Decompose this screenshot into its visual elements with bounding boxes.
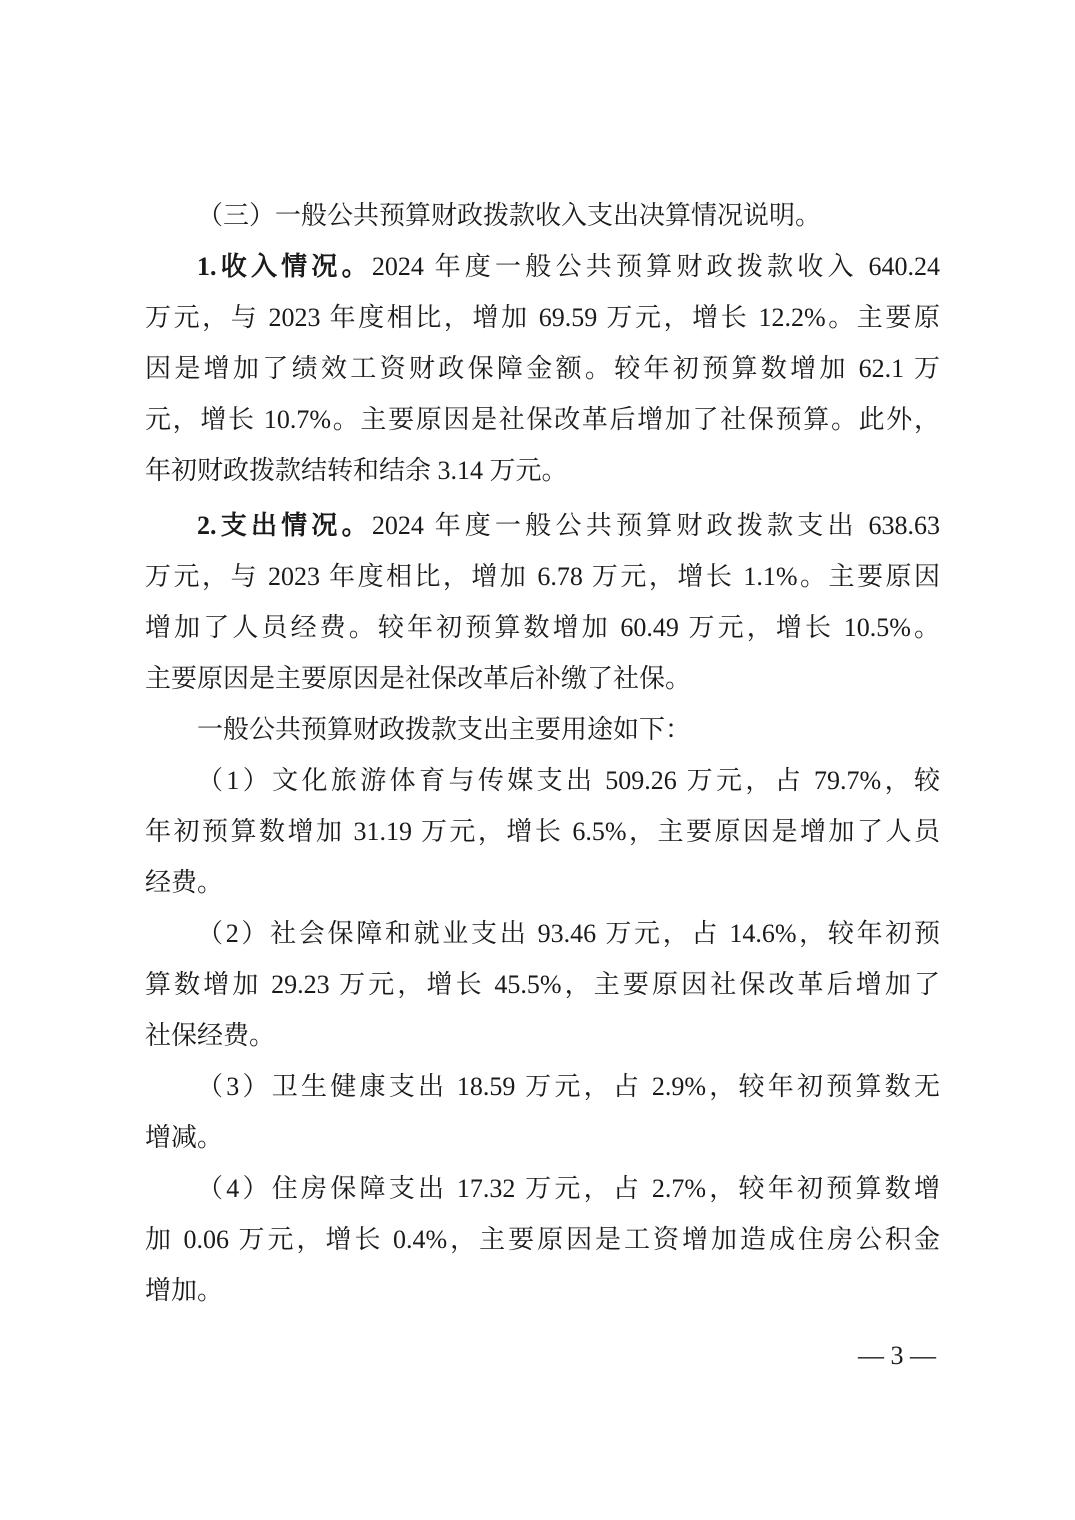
- income-line: 元，增长 10.7%。主要原因是社保改革后增加了社保预算。此外，: [145, 405, 940, 434]
- item-line: 增加。: [145, 1276, 224, 1305]
- use-item-4: [145, 1163, 940, 1316]
- income-text: 2024 年度一般公共预算财政拨款收入 640.24: [371, 252, 940, 281]
- item-line: 社保经费。: [145, 1021, 276, 1050]
- expense-paragraph: [145, 500, 940, 704]
- uses-intro: 一般公共预算财政拨款支出主要用途如下：: [197, 715, 692, 744]
- income-line: 万元，与 2023 年度相比，增加 69.59 万元，增长 12.2%。主要原: [145, 303, 940, 332]
- use-item-1: [145, 755, 940, 908]
- item-line: 加 0.06 万元，增长 0.4%，主要原因是工资增加造成住房公积金: [145, 1225, 940, 1254]
- expense-line: 增加了人员经费。较年初预算数增加 60.49 万元，增长 10.5%。: [145, 613, 940, 642]
- item-line: 算数增加 29.23 万元，增长 45.5%，主要原因社保改革后增加了: [145, 970, 940, 999]
- document-body: [145, 190, 940, 1316]
- item-line: （4）住房保障支出 17.32 万元，占 2.7%，较年初预算数增: [197, 1174, 940, 1203]
- item-line: 经费。: [145, 868, 224, 897]
- expense-line: 万元，与 2023 年度相比，增加 6.78 万元，增长 1.1%。主要原因: [145, 562, 940, 591]
- item-line: 年初预算数增加 31.19 万元，增长 6.5%，主要原因是增加了人员: [145, 817, 940, 846]
- income-line: 年初财政拨款结转和结余 3.14 万元。: [145, 456, 568, 485]
- expense-lead: 2.支出情况。: [197, 511, 372, 540]
- expense-text: 2024 年度一般公共预算财政拨款支出 638.63: [371, 511, 940, 540]
- income-line: [145, 241, 940, 292]
- item-line: （3）卫生健康支出 18.59 万元，占 2.9%，较年初预算数无: [197, 1072, 940, 1101]
- item-line: （1）文化旅游体育与传媒支出 509.26 万元，占 79.7%，较: [197, 766, 940, 795]
- income-lead: 1.收入情况。: [197, 252, 372, 281]
- expense-line: [145, 500, 940, 551]
- item-line: （2）社会保障和就业支出 93.46 万元，占 14.6%，较年初预: [197, 919, 940, 948]
- income-paragraph: [145, 241, 940, 496]
- use-item-2: [145, 908, 940, 1061]
- page-number: — 3 —: [858, 1341, 936, 1370]
- item-line: 增减。: [145, 1123, 224, 1152]
- use-item-3: [145, 1061, 940, 1163]
- expense-line: 主要原因是主要原因是社保改革后补缴了社保。: [145, 664, 692, 693]
- section-title: （三）一般公共预算财政拨款收入支出决算情况说明。: [197, 201, 822, 230]
- income-line: 因是增加了绩效工资财政保障金额。较年初预算数增加 62.1 万: [145, 354, 940, 383]
